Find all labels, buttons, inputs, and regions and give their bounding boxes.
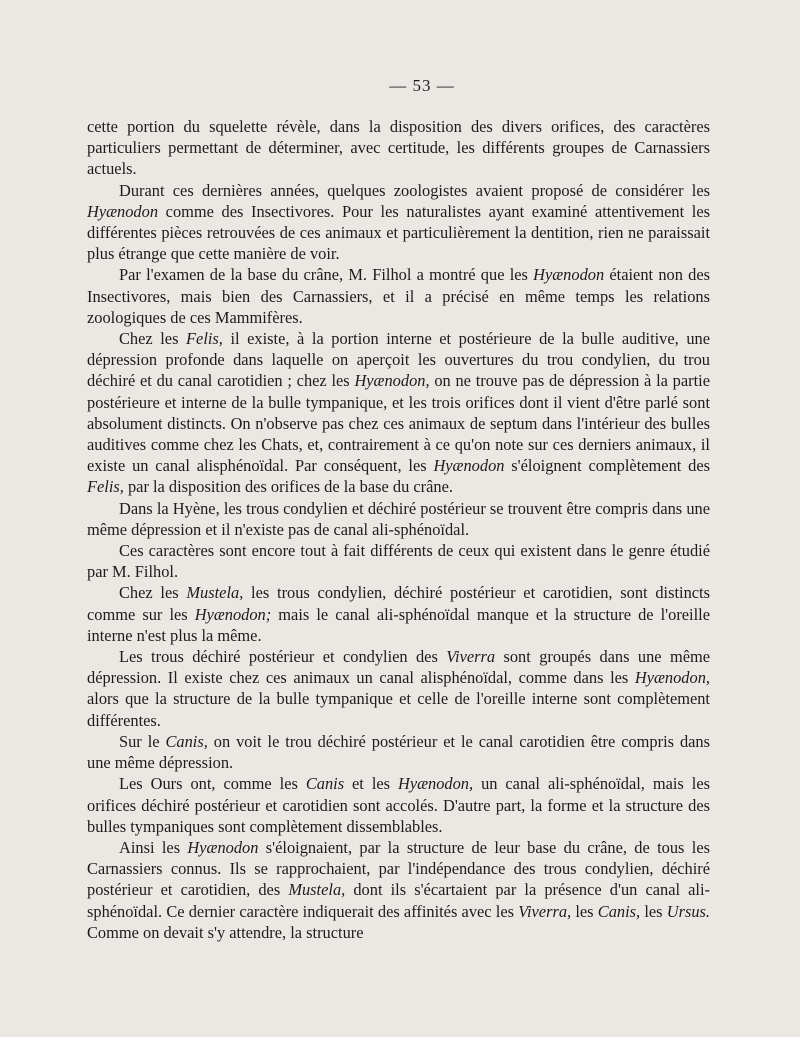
- text-run: Ces caractères sont encore tout à fait différents de ceux qui existent dans le genre étudié par M. Filhol.: [87, 541, 710, 582]
- text-run: sont groupés dans une même dépression. Il existe chez ces animaux un canal alisphénoïdal, comme dans les: [87, 647, 710, 688]
- text-run: Dans la Hyène, les trous condylien et déchiré postérieur se trouvent être compris dans une même dépression et il n'existe pas de canal ali-sphénoïdal.: [87, 498, 710, 539]
- text-run: Chez les: [119, 329, 187, 349]
- text-run: Par l'examen de la base du crâne, M. Filhol a montré que les: [119, 265, 534, 285]
- text-run: Chez les: [119, 583, 187, 603]
- text-run: les trous condylien, déchiré postérieur et carotidien, sont distincts comme sur les: [87, 583, 710, 624]
- italic-text: Hyænodon: [87, 201, 159, 221]
- italic-text: Mustela,: [186, 583, 244, 603]
- text-run: s'éloignaient, par la structure de leur base du crâne, de tous les Carnassiers connus. Ils se rapprochaient, par l'indépendance des trous condylien, déchiré postérieur et carotidien, des: [87, 837, 710, 900]
- text-run: cette portion du squelette révèle, dans la disposition des divers orifices, des caractères particuliers permettant de déterminer, avec certitude, les différents groupes de Carnassiers actuels.: [87, 117, 710, 179]
- text-run: comme des Insectivores. Pour les naturalistes ayant examiné attentivement les différentes pièces retrouvées de ces animaux et particulièrement la dentition, rien ne paraissait plus étrange que cette manière de voir.: [87, 201, 710, 264]
- paragraph: [87, 328, 710, 498]
- text-run: un canal ali-sphénoïdal, mais les orifices déchiré postérieur et carotidien sont accolés. D'autre part, la forme et la structure des bulles tympaniques sont complètement dissemblables.: [87, 774, 710, 836]
- text-run: les: [571, 901, 598, 921]
- text-run: dont ils s'écartaient par la présence d'un canal ali-sphénoïdal. Ce dernier caractère indiquerait des affinités avec les: [87, 880, 710, 921]
- paragraph: [87, 773, 710, 837]
- text-run: on voit le trou déchiré postérieur et le canal carotidien être compris dans une même dépression.: [87, 731, 710, 773]
- text-run: par la disposition des orifices de la base du crâne.: [123, 477, 453, 497]
- paragraph: [87, 582, 710, 646]
- text-run: on ne trouve pas de dépression à la partie postérieure et interne de la bulle tympanique, et les trois orifices dont il vient d'être parlé sont absolument distincts. On n'observe pas chez ces animaux de septum dans l'intérieur des bulles auditives comme chez les Chats, et, contrairement à ce qu'on note sur ces derniers animaux, il existe un canal alisphénoïdal. Par conséquent, les: [87, 371, 710, 476]
- italic-text: Hyænodon;: [194, 604, 272, 624]
- text-run: Ainsi les: [119, 837, 188, 857]
- italic-text: Ursus.: [666, 901, 711, 921]
- italic-text: Canis,: [165, 731, 208, 751]
- text-run: Sur le: [119, 731, 166, 751]
- italic-text: Viverra,: [518, 901, 572, 921]
- page-number: — 53 —: [389, 76, 455, 95]
- italic-text: Hyænodon: [533, 265, 605, 285]
- paragraph: [87, 646, 710, 731]
- paragraph: [87, 837, 710, 943]
- paragraph: [87, 731, 710, 773]
- text-run: mais le canal ali-sphénoïdal manque et la structure de l'oreille interne n'est plus la même.: [87, 604, 710, 645]
- text-run: étaient non des Insectivores, mais bien des Carnassiers, et il a précisé en même temps les relations zoologiques de ces Mammifères.: [87, 265, 710, 327]
- italic-text: Felis,: [186, 329, 223, 349]
- italic-text: Hyænodon: [187, 837, 259, 857]
- italic-text: Felis,: [87, 477, 124, 497]
- italic-text: Canis,: [597, 901, 641, 921]
- text-run: Les Ours ont, comme les: [119, 774, 306, 794]
- text-run: et les: [344, 774, 398, 794]
- text-run: Durant ces dernières années, quelques zoologistes avaient proposé de considérer les: [119, 180, 710, 200]
- italic-text: Hyænodon,: [634, 668, 710, 688]
- text-run: Les trous déchiré postérieur et condylien des: [119, 647, 447, 667]
- text-run: les: [640, 901, 667, 921]
- italic-text: Canis: [305, 774, 345, 794]
- paragraph: [87, 116, 710, 180]
- text-run: Comme on devait s'y attendre, la structure: [87, 922, 364, 942]
- paragraph: [87, 498, 710, 540]
- italic-text: Hyænodon: [433, 456, 505, 476]
- paragraph: [87, 264, 710, 328]
- italic-text: Hyænodon,: [354, 371, 430, 391]
- italic-text: Viverra: [446, 647, 496, 667]
- paragraph: [87, 540, 710, 582]
- italic-text: Mustela,: [288, 880, 346, 900]
- text-run: alors que la structure de la bulle tympanique et celle de l'oreille interne sont complètement différentes.: [87, 689, 710, 730]
- italic-text: Hyænodon,: [397, 774, 474, 794]
- text-run: s'éloignent complètement des: [504, 456, 710, 476]
- text-run: il existe, à la portion interne et postérieure de la bulle auditive, une dépression profonde dans laquelle on aperçoit les ouvertures du trou condylien, du trou déchiré et du canal carotidien ; chez les: [87, 329, 710, 391]
- paragraph: [87, 180, 710, 265]
- body-text: [87, 116, 710, 943]
